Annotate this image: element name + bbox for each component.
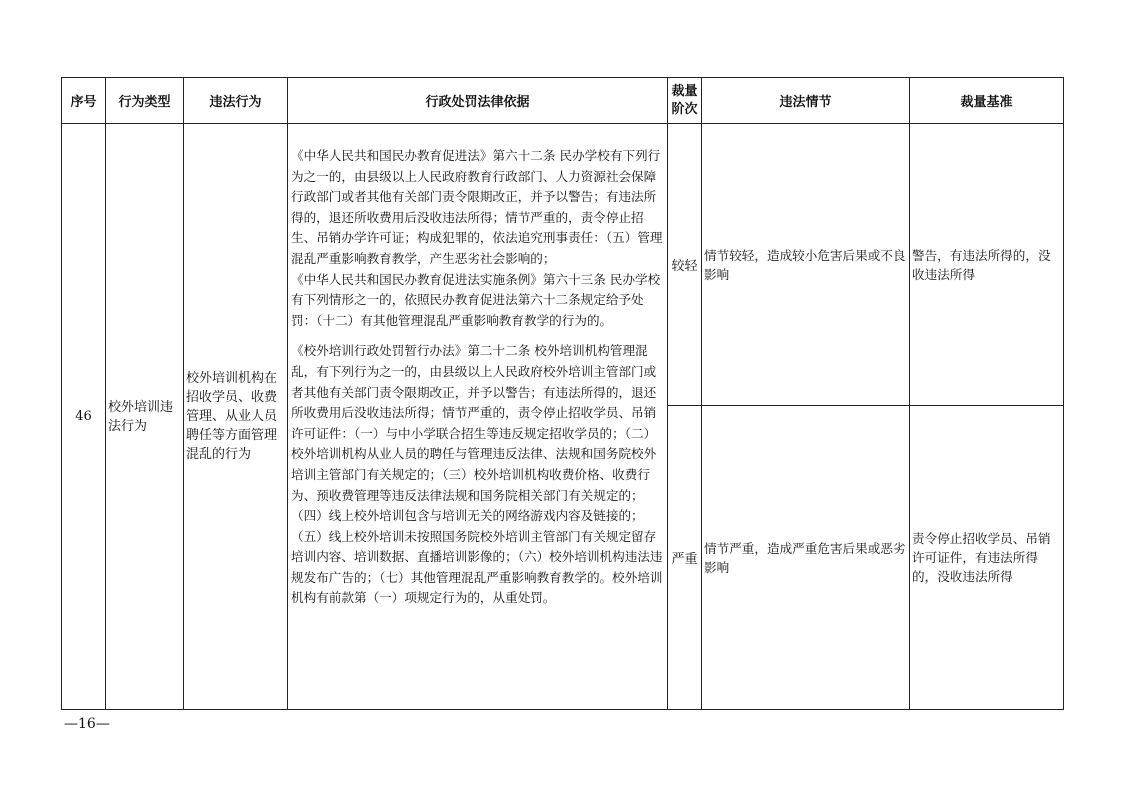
- header-seq: 序号: [62, 78, 106, 124]
- header-type: 行为类型: [106, 78, 184, 124]
- page-number: —16—: [64, 716, 110, 732]
- seq-cell: 46: [62, 124, 106, 710]
- level-cell-light: 较轻: [668, 124, 702, 406]
- act-cell: 校外培训机构在招收学员、收费管理、从业人员聘任等方面管理混乱的行为: [184, 124, 288, 710]
- header-act: 违法行为: [184, 78, 288, 124]
- penalty-discretion-table: [61, 77, 1064, 710]
- header-level: 裁量阶次: [668, 78, 702, 124]
- circumstance-cell-severe: 情节严重，造成严重危害后果或恶劣影响: [702, 406, 910, 710]
- header-circumstance: 违法情节: [702, 78, 910, 124]
- circumstance-cell-light: 情节较轻，造成较小危害后果或不良影响: [702, 124, 910, 406]
- basis-paragraph: 《校外培训行政处罚暂行办法》第二十二条 校外培训机构管理混乱，有下列行为之一的，由县级以上人民政府校外培训主管部门或者其他有关部门责令限期改正，并予以警告；有违法所得的，退还所收费用后没收违法所得；情节严重的，责令停止招收学员、吊销许可证件：（一）与中小学联合招生等违反规定招收学员的；（二）校外培训机构从业人员的聘任与管理违反法律、法规和国务院校外培训主管部门有关规定的；（三）校外培训机构收费价格、收费行为、预收费管理等违反法律法规和国务院相关部门有关规定的；（四）线上校外培训包含与培训无关的网络游戏内容及链接的；（五）线上校外培训未按照国务院校外培训主管部门有关规定留存培训内容、培训数据、直播培训影像的；（六）校外培训机构违法违规发布广告的；（七）其他管理混乱严重影响教育教学的。校外培训机构有前款第（一）项规定行为的，从重处罚。: [291, 343, 663, 606]
- header-row: [62, 78, 1064, 124]
- table-row: [62, 124, 1064, 406]
- header-standard: 裁量基准: [910, 78, 1064, 124]
- header-basis: 行政处罚法律依据: [288, 78, 668, 124]
- level-cell-severe: 严重: [668, 406, 702, 710]
- standard-cell-severe: 责令停止招收学员、吊销许可证件，有违法所得的，没收违法所得: [910, 406, 1064, 710]
- basis-cell: [288, 124, 668, 710]
- type-cell: 校外培训违法行为: [106, 124, 184, 710]
- basis-paragraph: 《中华人民共和国民办教育促进法实施条例》第六十三条 民办学校有下列情形之一的，依照民办教育促进法第六十二条规定给予处罚：（十二）有其他管理混乱严重影响教育教学的行为的。: [291, 271, 661, 328]
- standard-cell-light: 警告，有违法所得的，没收违法所得: [910, 124, 1064, 406]
- basis-paragraph: 《中华人民共和国民办教育促进法》第六十二条 民办学校有下列行为之一的，由县级以上人民政府教育行政部门、人力资源社会保障行政部门或者其他有关部门责令限期改正，并予以警告；有违法所得的，退还所收费用后没收违法所得；情节严重的，责令停止招生、吊销办学许可证；构成犯罪的，依法追究刑事责任：（五）管理混乱严重影响教育教学，产生恶劣社会影响的；: [291, 148, 663, 266]
